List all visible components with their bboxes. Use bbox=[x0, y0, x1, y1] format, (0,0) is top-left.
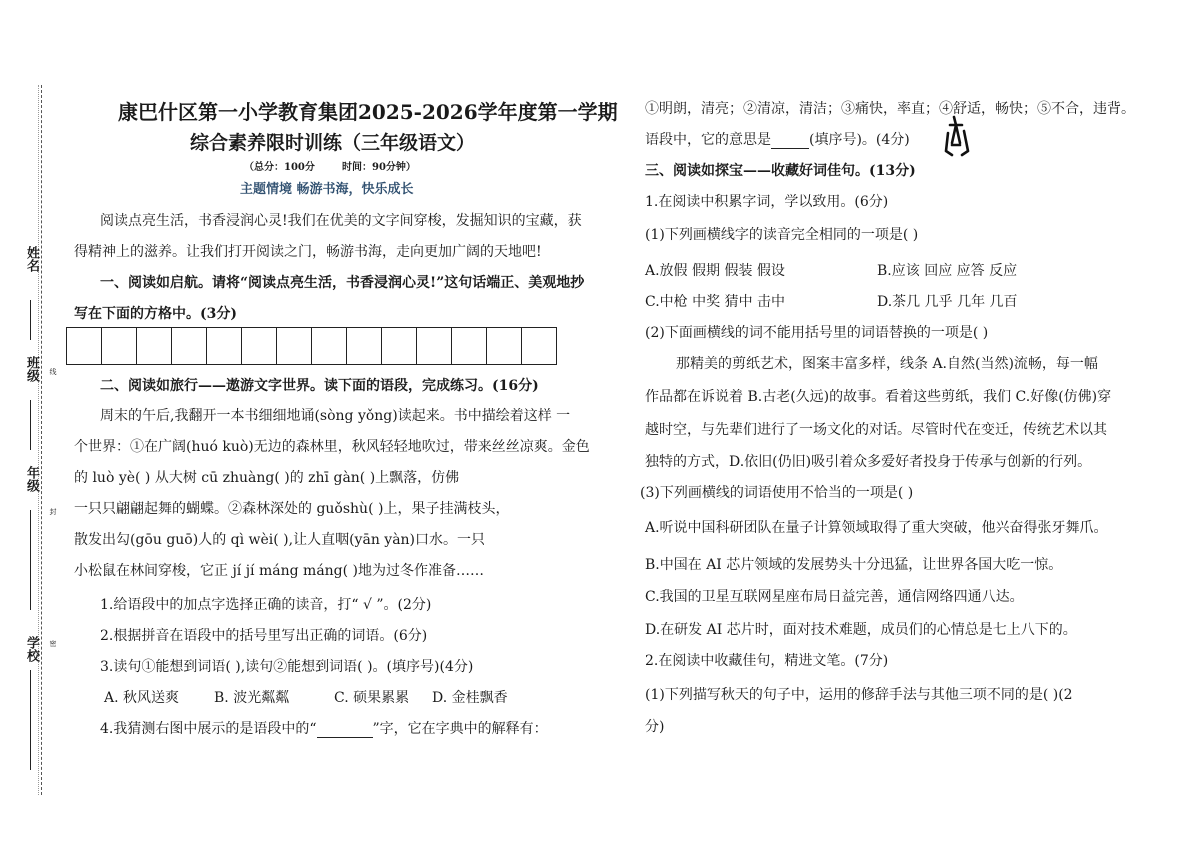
binding-dotted-line bbox=[38, 85, 39, 795]
meaning-question-suffix: (填序号)。(4分) bbox=[809, 132, 910, 148]
question-2-4 bbox=[100, 718, 548, 738]
passage-r-line-2: 作品都在诉说着 B.古老(久远)的故事。看着这些剪纸，我们 C.好像(仿佛)穿 bbox=[645, 389, 1112, 405]
question-3-1-3-b: B.中国在 AI 芯片领域的发展势头十分迅猛，让世界各国大吃一惊。 bbox=[645, 557, 1063, 573]
meanings-line: ①明朗，清亮；②清凉，清洁；③痛快，率直；④舒适，畅快；⑤不合，违背。 bbox=[645, 101, 1135, 117]
grid-cell[interactable] bbox=[347, 328, 382, 364]
school-blank[interactable] bbox=[30, 670, 31, 770]
passage-line-2: 个世界：①在广阔(huó kuò)无边的森林里，秋风轻轻地吹过，带来丝丝凉爽。金色 bbox=[74, 439, 590, 455]
question-2-2: 2.根据拼音在语段中的括号里写出正确的词语。(6分) bbox=[100, 628, 428, 644]
name-blank[interactable] bbox=[30, 300, 31, 340]
grade-blank[interactable] bbox=[30, 510, 31, 610]
grid-cell[interactable] bbox=[522, 328, 556, 364]
section1-line-2: 写在下面的方格中。(3分) bbox=[74, 306, 237, 322]
section2-heading: 二、阅读如旅行——遨游文字世界。读下面的语段，完成练习。(16分) bbox=[100, 378, 539, 394]
question-3-1-1-d: D.茶几 几乎 几年 几百 bbox=[877, 294, 1018, 310]
question-2-4-suffix: ”字，它在字典中的解释有： bbox=[372, 721, 548, 737]
grid-cell[interactable] bbox=[382, 328, 417, 364]
grid-cell[interactable] bbox=[67, 328, 102, 364]
passage-r-line-1: 那精美的剪纸艺术，图案丰富多样，线条 A.自然(当然)流畅，每一幅 bbox=[676, 356, 1098, 372]
grid-cell[interactable] bbox=[417, 328, 452, 364]
option-c: C. 硕果累累 bbox=[334, 690, 410, 706]
question-3-1-1-b: B.应该 回应 应答 反应 bbox=[877, 263, 1018, 279]
name-label: 姓名 bbox=[24, 246, 39, 272]
passage-line-5: 散发出勾(gōu guō)人的 qì wèi( ),让人直咽(yān yàn)口水。一只 bbox=[74, 532, 486, 548]
question-2-1: 1.给语段中的加点字选择正确的读音，打“ √ ”。(2分) bbox=[100, 597, 432, 613]
seal-mark-seal: 封 bbox=[49, 508, 57, 515]
class-blank[interactable] bbox=[30, 400, 31, 450]
question-3-2-1-line-1: (1)下列描写秋天的句子中，运用的修辞手法与其他三项不同的是( )(2 bbox=[645, 687, 1073, 703]
question-3-1-2: (2)下面画横线的词不能用括号里的词语替换的一项是( ) bbox=[645, 325, 989, 341]
intro-line-2: 得精神上的滋养。让我们打开阅读之门，畅游书海，走向更加广阔的天地吧! bbox=[74, 244, 542, 260]
passage-line-6: 小松鼠在林间穿梭，它正 jí jí máng máng( )地为过冬作准备…… bbox=[74, 563, 485, 579]
grid-cell[interactable] bbox=[452, 328, 487, 364]
question-3-1-3: (3)下列画横线的词语使用不恰当的一项是( ) bbox=[640, 485, 914, 501]
grid-cell[interactable] bbox=[277, 328, 312, 364]
theme-line: 主题情境 畅游书海，快乐成长 bbox=[240, 182, 414, 197]
question-3-2: 2.在阅读中收藏佳句，精进文笔。(7分) bbox=[645, 653, 889, 669]
option-d: D. 金桂飘香 bbox=[432, 690, 508, 706]
grid-cell[interactable] bbox=[172, 328, 207, 364]
option-b: B. 波光粼粼 bbox=[214, 690, 290, 706]
seal-mark-secret: 密 bbox=[49, 640, 57, 647]
question-3-1-3-a: A.听说中国科研团队在量子计算领域取得了重大突破，他兴奋得张牙舞爪。 bbox=[645, 520, 1108, 536]
page-subtitle: 综合素养限时训练（三年级语文） bbox=[190, 132, 476, 154]
meaning-question-prefix: 语段中，它的意思是 bbox=[645, 132, 771, 148]
grid-cell[interactable] bbox=[102, 328, 137, 364]
school-label: 学校 bbox=[24, 636, 39, 662]
oracle-bone-character-icon bbox=[942, 115, 976, 157]
passage-line-1: 周末的午后,我翻开一本书细细地诵(sòng yǒng)读起来。书中描绘着这样 一 bbox=[100, 408, 571, 424]
question-3-1-3-c: C.我国的卫星互联网星座布局日益完善，通信网络四通八达。 bbox=[645, 589, 1024, 605]
question-3-2-1-line-2: 分) bbox=[645, 719, 665, 735]
grid-cell[interactable] bbox=[487, 328, 522, 364]
meaning-blank[interactable] bbox=[771, 148, 809, 149]
copy-grid[interactable] bbox=[66, 327, 557, 365]
grade-label: 年级 bbox=[24, 466, 39, 492]
grid-cell[interactable] bbox=[312, 328, 347, 364]
passage-r-line-3: 越时空，与先辈们进行了一场文化的对话。尽管时代在变迁，传统艺术以其 bbox=[645, 422, 1107, 438]
grid-cell[interactable] bbox=[207, 328, 242, 364]
grid-cell[interactable] bbox=[242, 328, 277, 364]
question-3-1-1-a: A.放假 假期 假装 假设 bbox=[645, 263, 785, 279]
question-2-3: 3.读句①能想到词语( ),读句②能想到词语( )。(填序号)(4分) bbox=[100, 659, 474, 675]
passage-line-4: 一只只翩翩起舞的蝴蝶。②森林深处的 guǒshù( )上，果子挂满枝头， bbox=[74, 501, 510, 517]
question-3-1-3-d: D.在研发 AI 芯片时，面对技术难题，成员们的心情总是七上八下的。 bbox=[645, 622, 1077, 638]
question-3-1-1: (1)下列画横线字的读音完全相同的一项是( ) bbox=[645, 227, 919, 243]
meaning-question bbox=[645, 129, 910, 149]
section1-line-1: 一、阅读如启航。请将“阅读点亮生活，书香浸润心灵!”这句话端正、美观地抄 bbox=[100, 275, 585, 291]
grid-cell[interactable] bbox=[137, 328, 172, 364]
question-3-1: 1.在阅读中积累字词，学以致用。(6分) bbox=[645, 194, 889, 210]
seal-mark-line: 线 bbox=[49, 368, 57, 375]
page-title: 康巴什区第一小学教育集团2025-2026学年度第一学期 bbox=[118, 100, 618, 124]
intro-line-1: 阅读点亮生活，书香浸润心灵!我们在优美的文字间穿梭，发掘知识的宝藏，获 bbox=[100, 213, 582, 229]
total-score: （总分：100分 bbox=[244, 162, 315, 173]
question-2-4-blank[interactable] bbox=[317, 737, 373, 738]
passage-line-3: 的 luò yè( ) 从大树 cū zhuàng( )的 zhī gàn( )上飘落，仿佛 bbox=[74, 470, 460, 486]
question-2-4-prefix: 4.我猜测右图中展示的是语段中的“ bbox=[100, 721, 317, 737]
binding-dashed-line bbox=[41, 85, 42, 795]
section3-heading: 三、阅读如探宝——收藏好词佳句。(13分) bbox=[645, 163, 916, 179]
exam-time: 时间：90分钟） bbox=[342, 162, 416, 173]
class-label: 班级 bbox=[24, 356, 39, 382]
passage-r-line-4: 独特的方式，D.依旧(仍旧)吸引着众多爱好者投身于传承与创新的行列。 bbox=[645, 454, 1092, 470]
option-a: A. 秋风送爽 bbox=[104, 690, 180, 706]
question-3-1-1-c: C.中枪 中奖 猜中 击中 bbox=[645, 294, 786, 310]
